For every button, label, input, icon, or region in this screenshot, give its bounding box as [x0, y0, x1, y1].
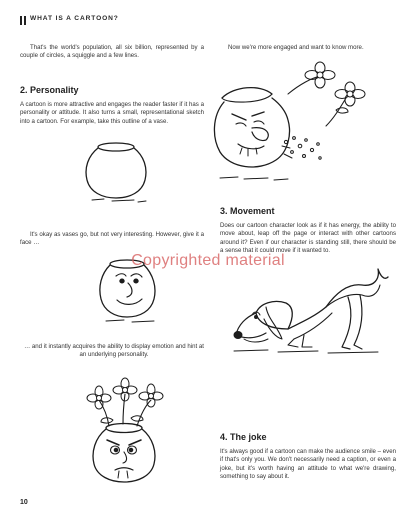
stretching-dog-illustration: [228, 263, 396, 359]
caption-give-face: It's okay as vases go, but not very interesting. However, give it a face …: [20, 231, 204, 247]
header-rule-mark: [24, 16, 26, 25]
caption-display-emotion: … and it instantly acquires the ability to display emotion and hint at an underlying personality.: [24, 343, 204, 359]
header-rule-mark: [20, 16, 22, 25]
page-number: 10: [20, 499, 28, 506]
movement-body: Does our cartoon character look as if it has energy, the ability to move about, leap off the page or interact with other cartoons around it? Even if our character is standing still, there should be a sense that it could move if it wanted to.: [220, 222, 396, 255]
personality-heading: 2. Personality: [20, 85, 79, 95]
intro-right-paragraph: Now we're more engaged and want to know more.: [228, 44, 364, 51]
plain-vase-illustration: [82, 140, 152, 206]
joke-heading: 4. The joke: [220, 432, 267, 442]
angry-vase-with-flowers-illustration: [83, 378, 169, 490]
copyright-watermark: Copyrighted material: [131, 252, 285, 269]
joke-body: It's always good if a cartoon can make the audience smile – even if that's only you. We don't necessarily need a caption, or even a joke, but it's worth having an attitude to what we're drawing, something to say about it.: [220, 448, 396, 481]
personality-body: A cartoon is more attractive and engages the reader faster if it has a personality or attitude. It also turns a small, representational sketch into a cartoon. For example, take this outline of a vase.: [20, 101, 204, 125]
intro-paragraph: That's the world's population, all six billion, represented by a couple of circles, a squiggle and a few lines.: [20, 44, 204, 60]
running-head: WHAT IS A CARTOON?: [30, 15, 119, 22]
movement-heading: 3. Movement: [220, 206, 275, 216]
sneezing-vase-illustration: [208, 62, 378, 190]
